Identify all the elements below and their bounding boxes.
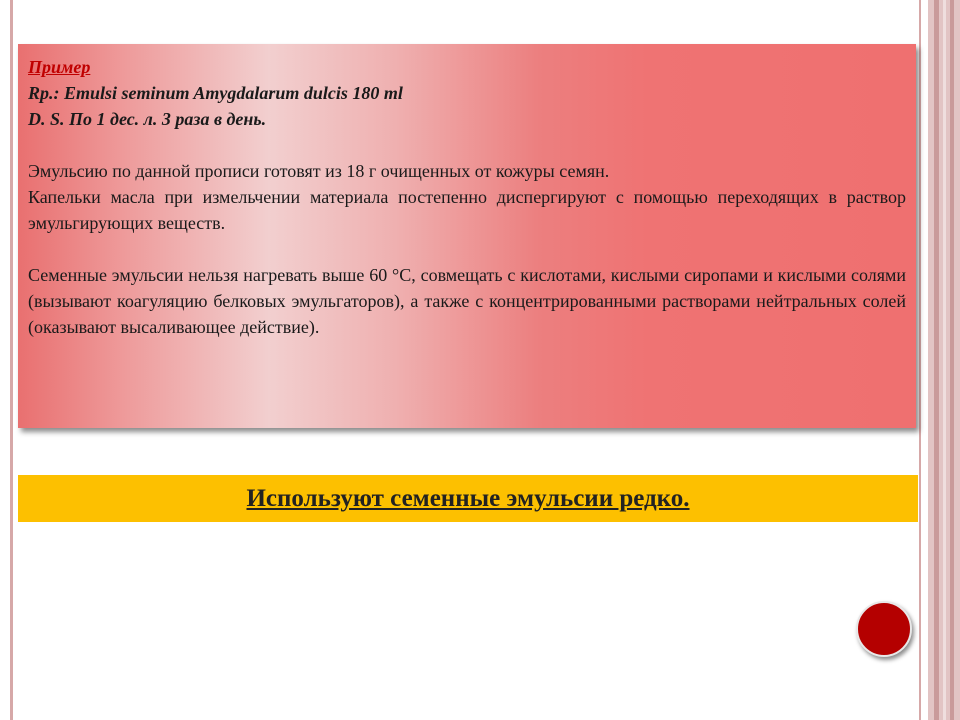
strip-band bbox=[934, 0, 939, 720]
strip-band bbox=[950, 0, 954, 720]
slide-decorative-strip bbox=[928, 0, 960, 720]
content-text-box bbox=[18, 44, 916, 428]
red-circle-button[interactable] bbox=[856, 601, 912, 657]
slide-frame-right-line bbox=[919, 0, 921, 720]
prescription-rp-line: Rp.: Emulsi seminum Amygdalarum dulcis 180 ml bbox=[28, 83, 403, 103]
slide-frame-left-line bbox=[10, 0, 13, 720]
prescription-ds-line: D. S. По 1 дес. л. 3 раза в день. bbox=[28, 109, 267, 129]
spacer bbox=[28, 132, 906, 158]
conclusion-text: Используют семенные эмульсии редко. bbox=[246, 484, 690, 512]
preparation-text: Эмульсию по данной прописи готовят из 18 г очищенных от кожуры семян. bbox=[28, 161, 610, 181]
spacer bbox=[28, 236, 906, 262]
strip-band bbox=[943, 0, 946, 720]
restrictions-text: Семенные эмульсии нельзя нагревать выше 60 °С, совмещать с кислотами, кислыми сиропами и кислыми солями (вызывают коагуляцию белковых эмульгаторов), а также с концентрированными растворами нейтральных солей (оказывают высаливающее действие). bbox=[28, 265, 906, 337]
example-heading: Пример bbox=[28, 57, 91, 77]
conclusion-banner bbox=[18, 475, 918, 522]
dispersion-text: Капельки масла при измельчении материала постепенно диспергируют с помощью переходящих в раствор эмульгирующих веществ. bbox=[28, 187, 906, 233]
